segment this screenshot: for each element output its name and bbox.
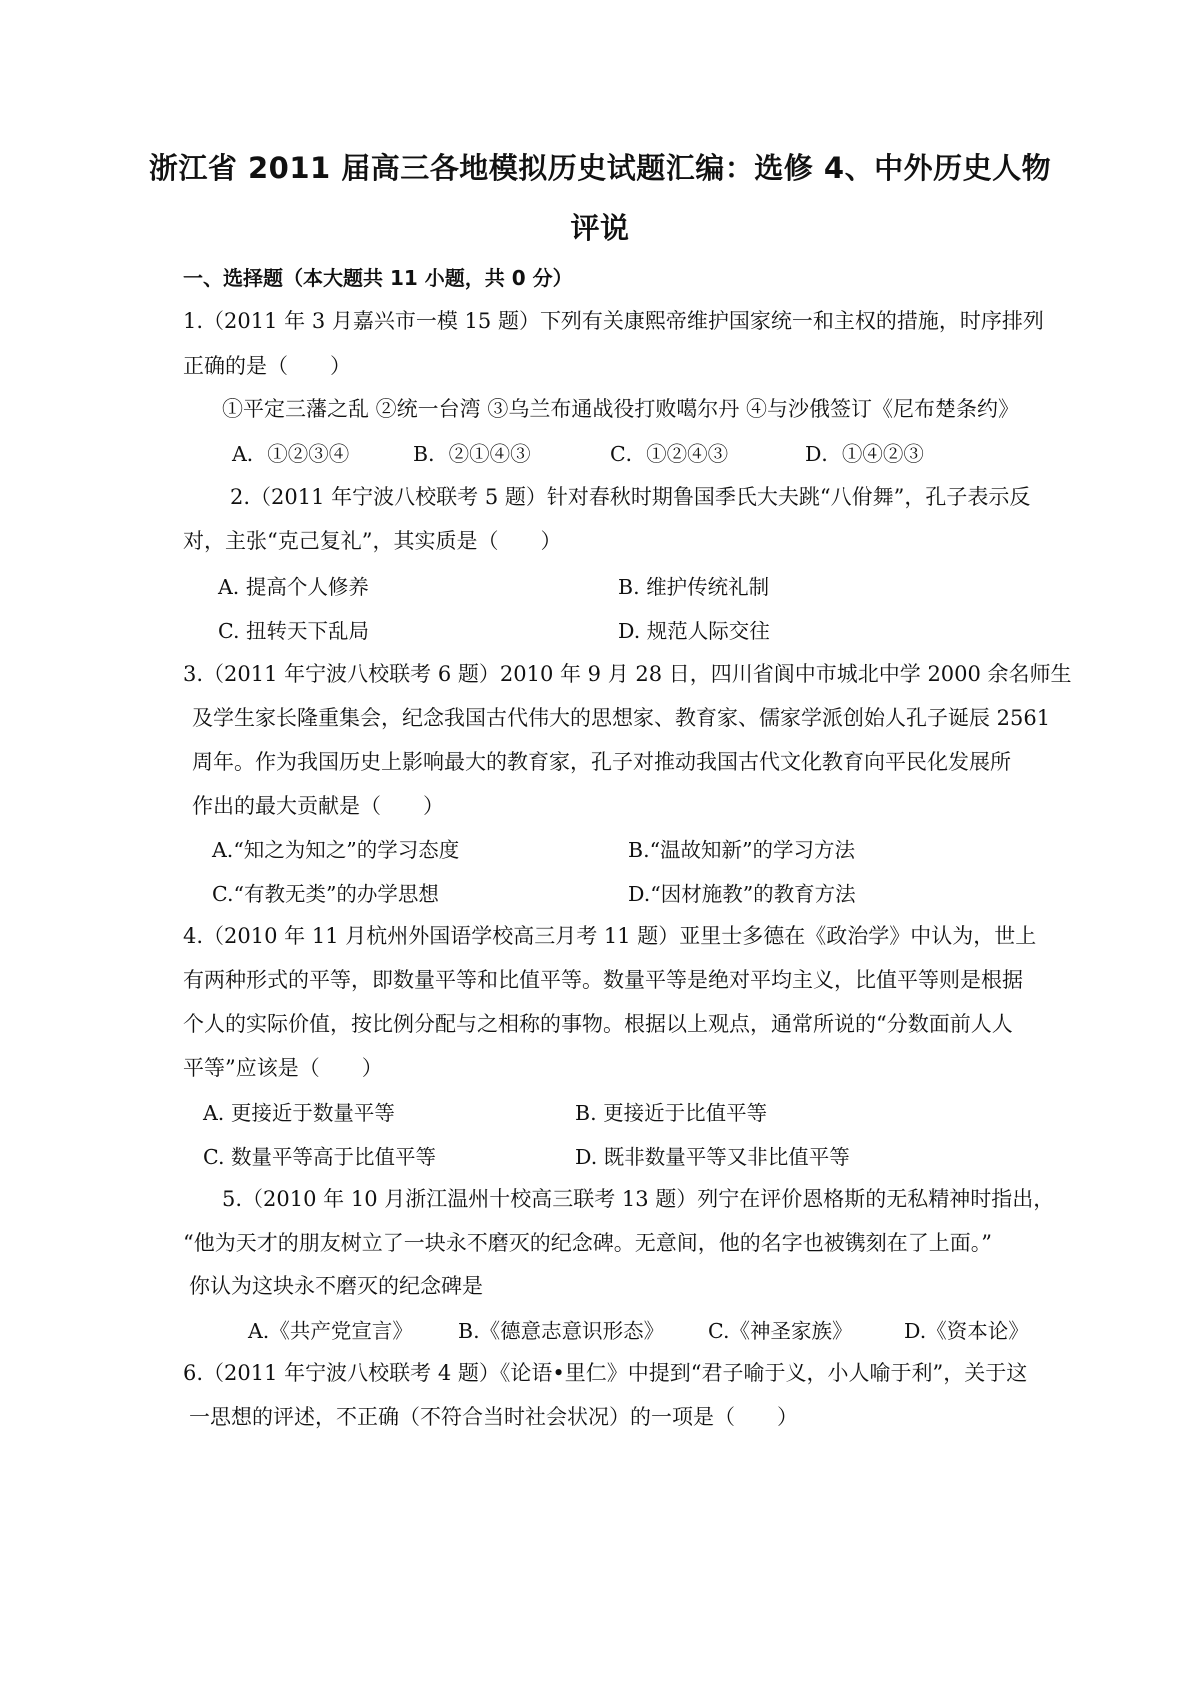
question-text-line: 你认为这块永不磨灭的纪念碑是 xyxy=(189,1274,483,1298)
question-text-line: 周年。作为我国历史上影响最大的教育家，孔子对推动我国古代文化教育向平民化发展所 xyxy=(192,750,1011,774)
question-text-line: 个人的实际价值，按比例分配与之相称的事物。根据以上观点，通常所说的“分数面前人人 xyxy=(183,1012,1013,1036)
question-text-line: 5.（2010 年 10 月浙江温州十校高三联考 13 题）列宁在评价恩格斯的无私精神时指出， xyxy=(222,1187,1055,1211)
question-text-line: 4.（2010 年 11 月杭州外国语学校高三月考 11 题）亚里士多德在《政治学》中认为，世上 xyxy=(183,924,1037,948)
option-d: D.“因材施教”的教育方法 xyxy=(628,882,856,906)
question-text-line: 3.（2011 年宁波八校联考 6 题）2010 年 9 月 28 日，四川省阆中市城北中学 2000 余名师生 xyxy=(183,662,1072,686)
question-text-line: 一思想的评述，不正确（不符合当时社会状况）的一项是（ ） xyxy=(189,1405,798,1429)
question-text-line: 6.（2011 年宁波八校联考 4 题）《论语•里仁》中提到“君子喻于义，小人喻于利”，关于这 xyxy=(183,1361,1028,1385)
option-b: B.“温故知新”的学习方法 xyxy=(628,838,856,862)
option-c: C.“有教无类”的办学思想 xyxy=(212,882,439,906)
option-c: C.《神圣家族》 xyxy=(708,1319,853,1343)
question-text-line: 2.（2011 年宁波八校联考 5 题）针对春秋时期鲁国季氏大夫跳“八佾舞”，孔子表示反 xyxy=(230,485,1031,509)
question-text-line: 1.（2011 年 3 月嘉兴市一模 15 题）下列有关康熙帝维护国家统一和主权的措施，时序排列 xyxy=(183,309,1044,333)
question-text-line: 有两种形式的平等，即数量平等和比值平等。数量平等是绝对平均主义，比值平等则是根据 xyxy=(183,968,1023,992)
option-a: A. 更接近于数量平等 xyxy=(203,1101,395,1125)
option-c: C. 扭转天下乱局 xyxy=(218,619,369,643)
question-text-line: “他为天才的朋友树立了一块永不磨灭的纪念碑。无意间，他的名字也被镌刻在了上面。” xyxy=(183,1231,992,1255)
option-c: C．①②④③ xyxy=(610,442,729,466)
option-a: A.《共产党宣言》 xyxy=(248,1319,413,1343)
question-text-line: 平等”应该是（ ） xyxy=(183,1056,383,1080)
option-b: B.《德意志意识形态》 xyxy=(458,1319,665,1343)
option-a: A.“知之为知之”的学习态度 xyxy=(212,838,460,862)
question-text-line: 正确的是（ ） xyxy=(183,354,351,378)
option-a: A．①②③④ xyxy=(232,442,350,466)
option-a: A. 提高个人修养 xyxy=(218,575,369,599)
document-title-line-2: 评说 xyxy=(570,211,630,245)
option-d: D．①④②③ xyxy=(805,442,924,466)
option-b: B. 更接近于比值平等 xyxy=(575,1101,768,1125)
question-text-line: 作出的最大贡献是（ ） xyxy=(192,794,444,818)
option-d: D. 规范人际交往 xyxy=(618,619,770,643)
document-title-line-1: 浙江省 2011 届高三各地模拟历史试题汇编：选修 4、中外历史人物 xyxy=(148,151,1052,185)
question-text-line: 及学生家长隆重集会，纪念我国古代伟大的思想家、教育家、儒家学派创始人孔子诞辰 2561 xyxy=(192,706,1051,730)
option-b: B．②①④③ xyxy=(413,442,531,466)
question-text-line: ①平定三藩之乱 ②统一台湾 ③乌兰布通战役打败噶尔丹 ④与沙俄签订《尼布楚条约》 xyxy=(222,397,1020,421)
option-d: D. 既非数量平等又非比值平等 xyxy=(575,1145,850,1169)
option-b: B. 维护传统礼制 xyxy=(618,575,770,599)
option-c: C. 数量平等高于比值平等 xyxy=(203,1145,436,1169)
question-text-line: 对，主张“克己复礼”，其实质是（ ） xyxy=(183,529,562,553)
section-heading: 一、选择题（本大题共 11 小题，共 0 分） xyxy=(183,266,573,290)
option-d: D.《资本论》 xyxy=(904,1319,1029,1343)
